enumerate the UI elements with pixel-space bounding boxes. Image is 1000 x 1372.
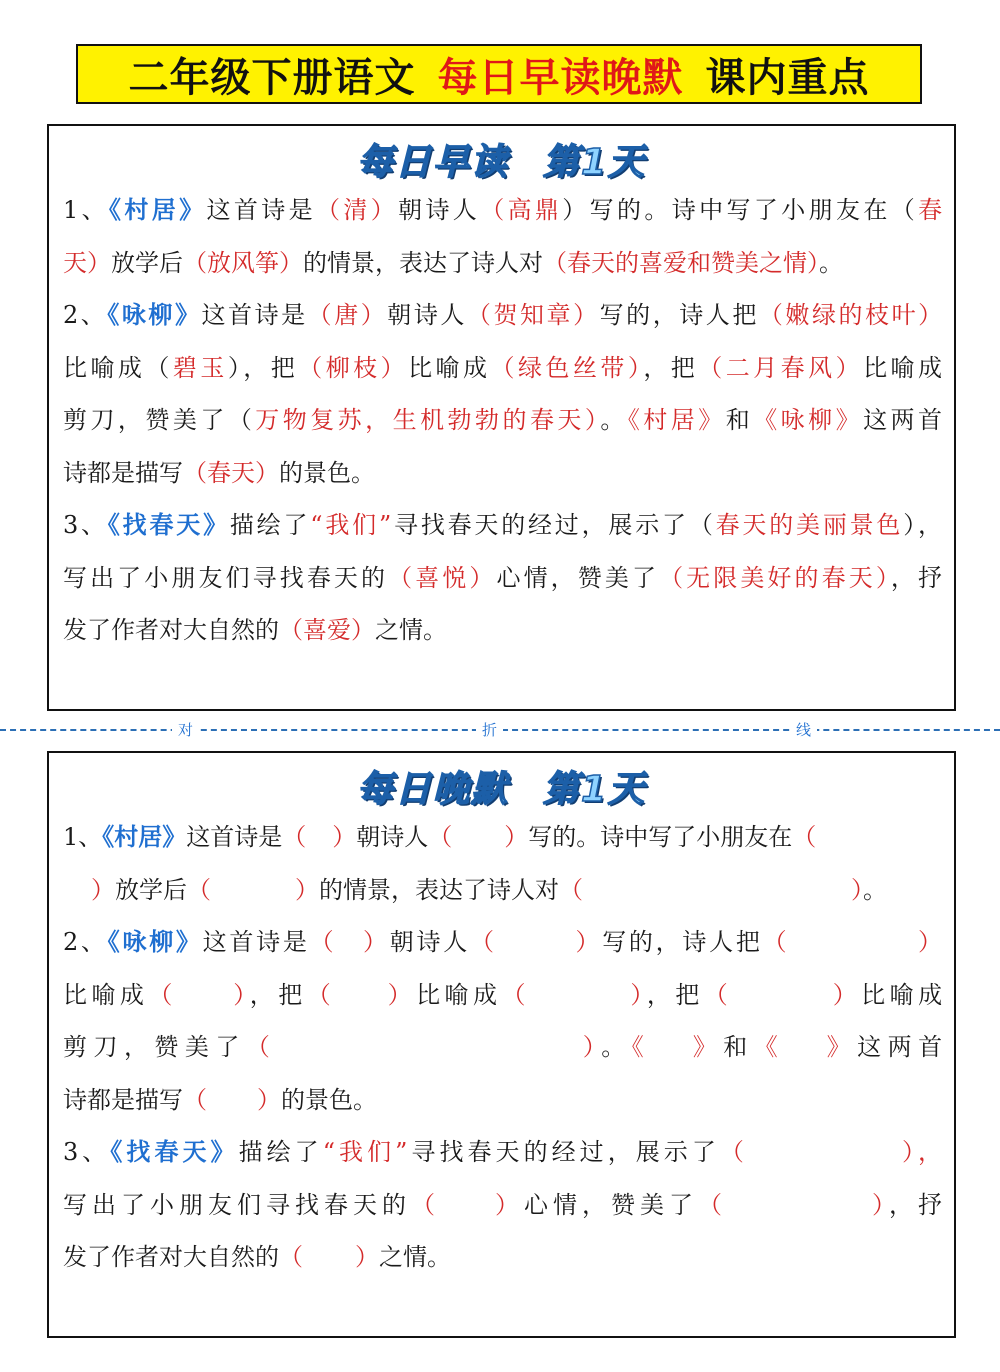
fold-label-3: 线 (790, 718, 817, 742)
text-segment: ） (227, 353, 244, 382)
text-segment: 这两首 (863, 406, 942, 434)
text-segment: 比喻成 (408, 353, 491, 382)
text-segment: 写出了小朋友们寻找春天的 (63, 1190, 411, 1219)
text-segment: ） (355, 1243, 379, 1271)
poem-title: 《咏柳》 (107, 300, 202, 329)
text-segment: （ (466, 301, 494, 329)
text-segment: ） (504, 823, 529, 851)
text-segment: （ (890, 196, 919, 224)
text-segment: ） (851, 875, 863, 904)
poem-title: 《村居》 (102, 822, 187, 851)
text-line (63, 1021, 942, 1074)
text-segment: “我们” (322, 1138, 408, 1166)
answer: 放风筝 (207, 248, 279, 277)
text-line (63, 1126, 942, 1179)
text-segment: 3、 (63, 511, 108, 539)
fold-line (0, 718, 1000, 742)
text-segment: （ (792, 823, 817, 851)
morning-day-label: 第1天 (542, 142, 647, 183)
text-segment: 寻找春天的经过，展示了 (391, 511, 689, 539)
text-segment: ） (576, 1033, 602, 1061)
answer: 绿色丝带 (517, 353, 628, 382)
answer: 《村居》 (627, 406, 726, 434)
text-segment: （ (543, 248, 567, 277)
question-1 (63, 811, 942, 916)
fold-label-2: 折 (476, 718, 503, 742)
text-segment: ） (87, 248, 111, 277)
text-segment: 朝诗人 (387, 301, 467, 329)
text-segment: ） (627, 353, 644, 382)
text-segment: 比喻成 (63, 980, 149, 1009)
morning-content (49, 184, 954, 657)
text-segment: （ (388, 563, 416, 592)
text-segment: ，把 (643, 353, 699, 382)
text-segment: （ (307, 301, 335, 329)
text-segment: 放学后 (115, 875, 187, 904)
title-highlight: 每日早读晚默 (437, 54, 684, 101)
question-3 (63, 1126, 942, 1284)
text-segment: 。 (819, 248, 843, 277)
text-segment: 发了作者对大自然的 (63, 1243, 279, 1271)
evening-day-label: 第1天 (542, 769, 647, 810)
text-segment: ） (835, 353, 864, 382)
text-segment: 比喻成 (861, 980, 943, 1009)
text-segment: （ (279, 616, 303, 644)
answer: 天 (63, 248, 87, 277)
text-segment: ） (332, 823, 357, 851)
poem-title: 《找春天》 (107, 510, 230, 539)
text-segment: 之情。 (379, 1243, 451, 1271)
text-segment: 写的，诗人把 (599, 301, 759, 329)
text-segment: 这两首 (857, 1033, 943, 1061)
text-segment: 》 (686, 1033, 724, 1061)
answer: 清 (343, 196, 371, 224)
text-segment: ，抒 (890, 563, 942, 592)
text-line (63, 1179, 942, 1232)
answer: 春 (918, 196, 943, 224)
question-2 (63, 289, 942, 499)
text-line (63, 394, 942, 447)
text-segment: ） (351, 616, 375, 644)
text-segment: ） (490, 1190, 524, 1219)
text-segment: 。 (601, 1033, 632, 1061)
text-line (63, 342, 942, 395)
text-segment: ，把 (243, 353, 299, 382)
text-segment: 这首诗是 (202, 928, 310, 956)
text-segment: ）， (903, 511, 943, 539)
text-line (63, 184, 942, 237)
evening-content (49, 811, 954, 1284)
fold-label-1: 对 (172, 718, 199, 742)
text-segment: 剪刀，赞美了 (63, 1033, 246, 1061)
page-title (76, 44, 922, 104)
text-segment: 。 (600, 406, 628, 434)
text-segment: （ (703, 980, 733, 1009)
text-segment: 比喻成 (863, 353, 942, 382)
answer: 无限美好的春天 (686, 563, 876, 592)
text-segment: （ (490, 353, 518, 382)
answer: 贺知章 (493, 301, 574, 329)
text-segment: ） (572, 928, 603, 956)
answer: 高鼎 (507, 196, 563, 224)
text-line (63, 552, 942, 605)
text-segment: （ (187, 875, 211, 904)
text-segment: 《 (753, 1033, 785, 1061)
evening-dictation-card (47, 751, 956, 1338)
text-segment: “我们” (310, 511, 392, 539)
text-segment: ） (573, 301, 600, 329)
text-segment: 诗都是描写 (63, 1085, 183, 1114)
text-segment: （ (306, 980, 336, 1009)
answer: 嫩绿的枝叶 (785, 301, 919, 329)
answer: 唐 (334, 301, 361, 329)
text-segment: ） (867, 1190, 889, 1219)
text-segment: 寻找春天的经过，展示了 (407, 1138, 720, 1166)
text-segment: 心情，赞美了 (524, 1190, 698, 1219)
question-1 (63, 184, 942, 289)
text-line (63, 969, 942, 1022)
text-segment: ） (257, 1085, 281, 1114)
text-segment: 朝诗人 (389, 928, 470, 956)
text-segment: （ (480, 196, 508, 224)
title-grade: 二年级下册语文 (128, 54, 416, 101)
title-focus: 课内重点 (705, 54, 870, 101)
text-segment: （ (411, 1190, 440, 1219)
text-segment: 描绘了 (229, 511, 311, 539)
text-segment: 写的。诗中写了小朋友在 (528, 823, 793, 851)
text-segment: （ (758, 301, 786, 329)
text-segment: （ (309, 928, 337, 956)
answer: 碧玉 (172, 353, 228, 382)
text-segment: ） (380, 353, 409, 382)
text-segment: （ (227, 406, 256, 434)
text-segment: 写的。诗中写了小朋友在 (589, 196, 891, 224)
question-3 (63, 499, 942, 657)
text-segment: 这首诗是 (201, 301, 308, 329)
text-segment: ） (295, 875, 319, 904)
text-line (63, 604, 942, 657)
poem-title: 《找春天》 (110, 1137, 239, 1166)
text-segment: 的情景，表达了诗人对 (303, 248, 543, 277)
text-segment: （ (315, 196, 344, 224)
text-segment: （ (688, 511, 716, 539)
answer: 《咏柳》 (753, 406, 864, 434)
text-segment: ） (875, 563, 891, 592)
text-segment: 比喻成 (63, 353, 146, 382)
text-segment: 放学后 (111, 248, 183, 277)
text-segment: ） (383, 980, 417, 1009)
text-segment: ，把 (249, 980, 307, 1009)
question-2 (63, 916, 942, 1126)
text-segment: ） (562, 196, 590, 224)
answer: 春天的喜爱和赞美之情 (567, 248, 807, 277)
text-segment: ） (370, 196, 399, 224)
morning-heading-label: 每日早读 (356, 142, 509, 183)
text-segment: ） (915, 928, 943, 956)
text-segment: 《 (631, 1033, 651, 1061)
text-line (63, 499, 942, 552)
poem-title: 《咏柳》 (107, 927, 203, 956)
text-segment: 和 (725, 406, 754, 434)
text-segment: （ (659, 563, 687, 592)
text-segment: （ (282, 823, 307, 851)
text-segment: 诗都是描写 (63, 458, 183, 487)
text-segment: （ (501, 980, 530, 1009)
text-segment: 的景色。 (281, 1085, 377, 1114)
text-segment: （ (698, 353, 726, 382)
text-segment: ，抒 (889, 1190, 942, 1219)
answer: 二月春风 (725, 353, 836, 382)
text-segment: （ (762, 928, 790, 956)
text-segment: ）， (897, 1138, 943, 1166)
text-segment: ） (584, 406, 601, 434)
text-segment: 这首诗是 (186, 823, 283, 851)
evening-heading (49, 761, 954, 811)
text-segment: （ (245, 1033, 277, 1061)
text-segment: （ (279, 1243, 303, 1271)
text-segment: ） (255, 458, 279, 487)
text-line (63, 447, 942, 500)
text-segment: 写出了小朋友们寻找春天的 (63, 563, 389, 592)
text-segment: ） (228, 980, 250, 1009)
text-segment: 朝诗人 (398, 196, 481, 224)
answer: 喜悦 (415, 563, 470, 592)
text-segment: （ (145, 353, 173, 382)
text-segment: ） (807, 248, 819, 277)
text-segment: （ (183, 458, 207, 487)
text-segment: ） (918, 301, 943, 329)
text-segment: （ (298, 353, 326, 382)
text-segment: ） (360, 301, 388, 329)
text-segment: 这首诗是 (206, 196, 316, 224)
text-segment: （ (698, 1190, 727, 1219)
text-line (63, 811, 942, 864)
text-segment: 比喻成 (416, 980, 502, 1009)
text-segment: 写的，诗人把 (602, 928, 763, 956)
text-segment: 的景色。 (279, 458, 375, 487)
text-segment: 1、 (63, 823, 103, 851)
text-segment: 描绘了 (238, 1138, 323, 1166)
morning-reading-card (47, 124, 956, 711)
text-segment: 发了作者对大自然的 (63, 616, 279, 644)
text-segment: 剪刀，赞美了 (63, 406, 228, 434)
text-segment: （ (148, 980, 177, 1009)
answer: 喜爱 (303, 616, 351, 644)
poem-title: 《村居》 (109, 195, 207, 224)
text-segment: 的情景，表达了诗人对 (319, 875, 559, 904)
text-line (63, 1074, 942, 1127)
text-line (63, 237, 942, 290)
text-segment: ） (625, 980, 647, 1009)
text-segment: ，把 (646, 980, 704, 1009)
text-segment: （ (183, 1085, 207, 1114)
morning-heading (49, 134, 954, 184)
text-line (63, 1231, 942, 1284)
text-segment: （ (469, 928, 497, 956)
answer: 春天的美丽景色 (715, 511, 904, 539)
text-segment: ） (279, 248, 303, 277)
text-segment: （ (428, 823, 453, 851)
text-segment: ） (91, 875, 115, 904)
text-segment: 3、 (63, 1138, 111, 1166)
text-line (63, 289, 942, 342)
answer: 柳枝 (325, 353, 381, 382)
text-segment: 朝诗人 (356, 823, 429, 851)
text-segment: ） (469, 563, 497, 592)
text-line (63, 916, 942, 969)
text-segment: ） (828, 980, 862, 1009)
answer: 万物复苏，生机勃勃的春天 (255, 406, 585, 434)
text-segment: 之情。 (375, 616, 447, 644)
text-segment: 和 (723, 1033, 754, 1061)
text-segment: ） (360, 928, 390, 956)
text-segment: （ (559, 875, 583, 904)
answer: 春天 (207, 458, 255, 487)
text-segment: 心情，赞美了 (496, 563, 660, 592)
text-segment: （ (719, 1138, 748, 1166)
text-line (63, 864, 942, 917)
text-segment: 2、 (63, 301, 108, 329)
text-segment: 。 (863, 875, 887, 904)
text-segment: 》 (820, 1033, 858, 1061)
text-segment: （ (183, 248, 207, 277)
text-segment: 1、 (63, 196, 110, 224)
evening-heading-label: 每日晚默 (356, 769, 509, 810)
text-segment: 2、 (63, 928, 108, 956)
